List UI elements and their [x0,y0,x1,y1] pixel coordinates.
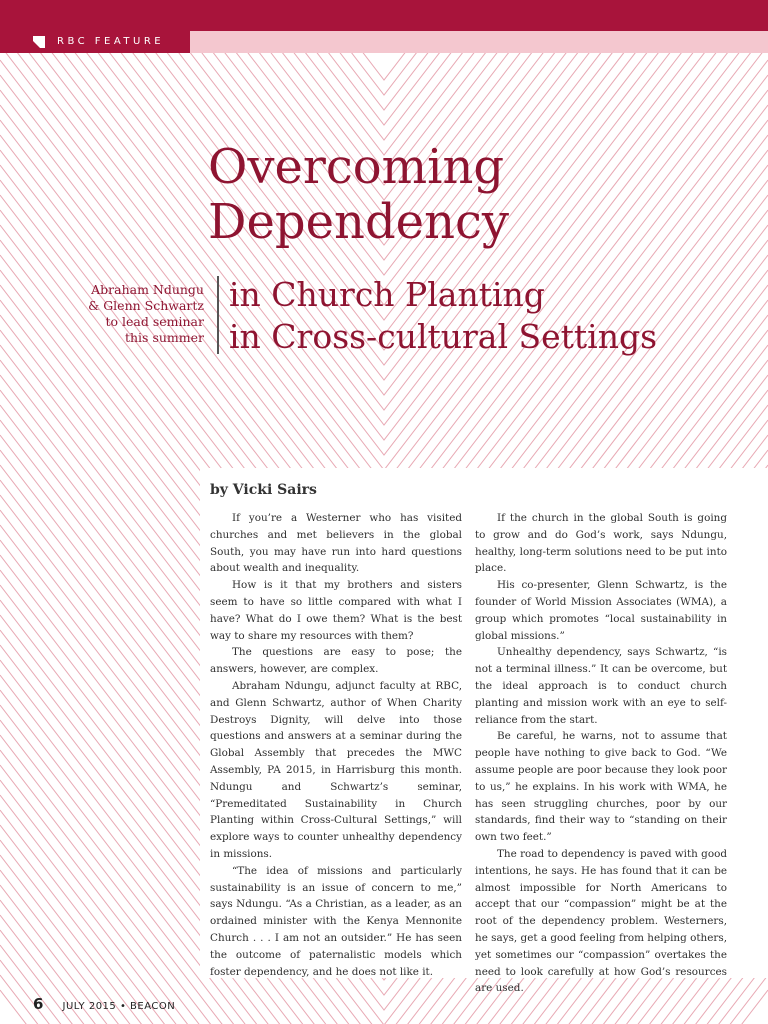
subtitle-line-1: in Church Planting [229,275,545,314]
deck-line: & Glenn Schwartz [88,298,204,313]
paragraph: His co-presenter, Glenn Schwartz, is the founder of World Mission Associates (WMA), a group which promotes “local sustainability in global missions.” [475,579,727,642]
paragraph: If you’re a Westerner who has visited churches and met believers in the global South, you may have run into hard questions about wealth and inequality. [210,512,462,575]
issue-label: JULY 2015 • BEACON [62,1001,176,1012]
deck-line: to lead seminar [105,314,204,329]
article-column-2 [475,510,727,997]
title-line-1: Overcoming [208,139,505,195]
subtitle-line-2: in Cross-cultural Settings [229,317,658,356]
top-brand-bar [0,0,768,31]
paragraph: “The idea of missions and particularly sustainability is an issue of concern to me,” says Ndungu. “As a Christian, as a leader, as an ordained minister with the Kenya Mennonite Church . . . I am not an outsider.” He has seen the outcome of paternalistic models which foster dependency, and he does not like it. [210,864,462,978]
paragraph: The road to dependency is paved with good intentions, he says. He has found that it can be almost impossible for North Americans to accept that our “compassion” might be at the root of the dependency problem. Westerners, he says, get a good feeling from helping others, yet sometimes our “compassion” overtakes the need to look carefully at how God’s resources are used. [475,847,727,995]
article-column-1 [210,510,462,980]
deck-text [40,282,204,346]
deck-line: this summer [124,330,204,345]
article-title [208,140,728,250]
paragraph: Unhealthy dependency, says Schwartz, “is not a terminal illness.” It can be overcome, but the ideal approach is to conduct church planting and mission work with an eye to self-reliance from the start. [475,646,727,726]
page-number: 6 [33,995,44,1013]
corner-fold-icon [33,36,45,48]
feature-label: RBC FEATURE [57,36,165,47]
byline: by Vicki Sairs [210,482,317,498]
title-line-2: Dependency [208,194,509,250]
deck-line: Abraham Ndungu [91,282,204,297]
paragraph: If the church in the global South is going to grow and do God’s work, says Ndungu, healthy, long-term solutions need to be put into place. [475,512,727,575]
page-footer [33,994,175,1013]
paragraph: Abraham Ndungu, adjunct faculty at RBC, and Glenn Schwartz, author of When Charity Destroys Dignity, will delve into those questions and answers at a seminar during the Global Assembly that precedes the MWC Assembly, PA 2015, in Harrisburg this month. Ndungu and Schwartz’s seminar, “Premeditated Sustainability in Church Planting within Cross-Cultural Settings,” will explore ways to counter unhealthy dependency in missions. [210,679,462,860]
paragraph: How is it that my brothers and sisters seem to have so little compared with what I have? What do I owe them? What is the best way to share my resources with them? [210,579,462,642]
subtitle-divider [217,276,219,354]
paragraph: Be careful, he warns, not to assume that people have nothing to give back to God. “We assume people are poor because they look poor to us,” he explains. In his work with WMA, he has seen struggling churches, poor by our standards, find their way to “standing on their own two feet.” [475,730,727,844]
article-subtitle [229,274,749,358]
paragraph: The questions are easy to pose; the answers, however, are complex. [210,646,462,676]
